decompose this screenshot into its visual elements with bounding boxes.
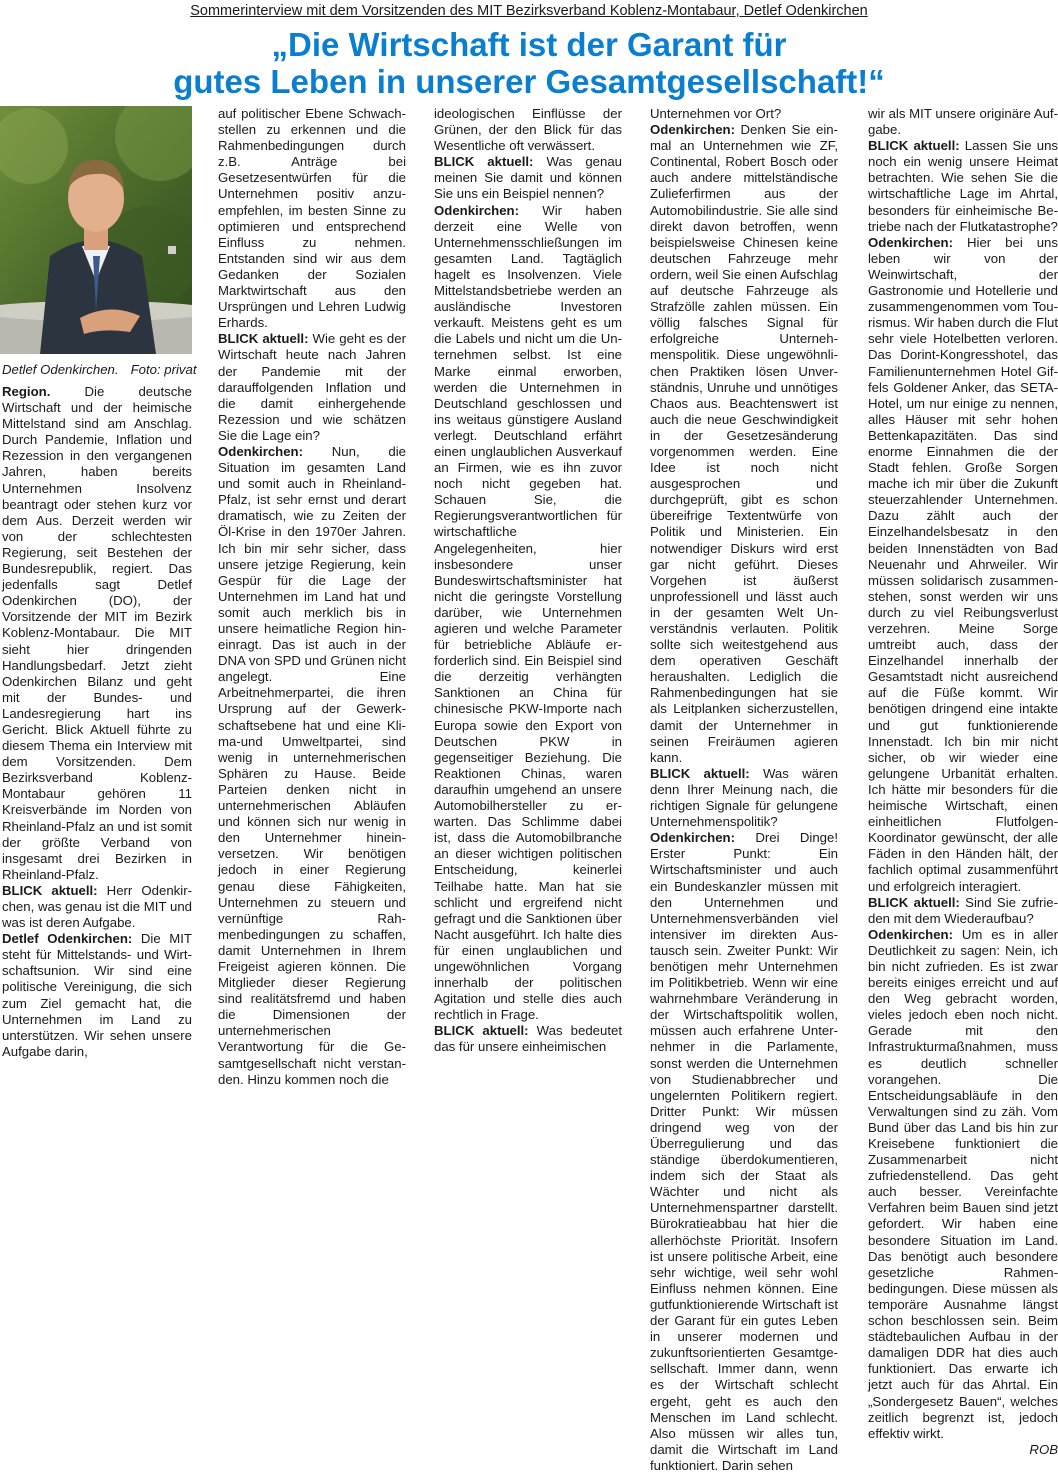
- paragraph: [434, 203, 622, 1024]
- text-column-1: [2, 384, 192, 1060]
- paragraph: [434, 106, 622, 154]
- paragraph-text: Was genau meinen Sie damit und können Sie uns ein Beispiel nennen?: [434, 154, 622, 202]
- paragraph: [650, 766, 838, 830]
- paragraph-text: Denken Sie einmal an Unternehmen wie ZF, Continental, Robert Bosch oder auch andere mittelständische Zulieferfirmen aus der Automobilindustrie. Sie alle sind direkt davon betroffen, wenn beispielsweise Chinesen keine deutschen Fahrzeuge mehr ordern, weil Sie einen Aufschlag auf deutsche Fahrzeuge als Strafzölle zahlen müssen. Ein völlig falsches Signal für erfolgreiche Unternehmenspolitik. Diese ungewöhnlichen Praktiken lösen Unverständnis, Unruhe und unnötiges Chaos aus. Beachtenswert ist auch die neue Geschwindigkeit in der Gesetzesänderung vorgenommen werden. Eine Idee ist noch nicht ausgesprochen und durchgeprüft, gibt es schon übereifrige Textentwürfe von Politik und Ministerien. Ein notwendiger Diskurs wird erst gar nicht geführt. Dieses Vorgehen ist äußerst unprofessionell und lässt auch in der gesamten Welt Unverständnis verlauten. Politik sollte sich weitestgehend aus dem operativen Geschäft heraushalten. Lediglich die Rahmenbedingungen hat sie als Leitplanken sicherzustellen, damit der Unternehmer in seinen Freiräumen agieren kann.: [650, 122, 838, 765]
- headline-line-2: gutes Leben in unserer Gesamtgesellschaft!“: [173, 63, 885, 100]
- speaker-label: BLICK aktuell:: [868, 894, 960, 910]
- paragraph-text: Sind Sie zufrieden mit dem Wiederaufbau?: [868, 894, 1058, 926]
- paragraph-text: Drei Dinge! Erster Punkt: Ein Wirtschaftsminister und auch ein Bundeskanzler müssen mit den Unternehmen und Unternehmensverbänden viel intensiver im direkten Austausch sein. Zweiter Punkt: Wir benötigen mehr Unternehmen im Politikbetrieb. Wenn wir eine wahrnehmbare Veränderung in der Wirtschaftspolitik wollen, müssen auch erfahrene Unternehmer in die Parlamente, sonst werden die Unternehmen von Studienabbrecher und ungelernten Politikern regiert. Dritter Punkt: Wir müssen dringend weg von der Überregulierung und das ständige überdokumentieren, indem sich der Staat als Wächter und nicht als Unternehmenspartner darstellt. Bürokratieabbau hat hier die allerhöchste Priorität. Insofern ist unsere politische Arbeit, eine sehr wichtige, weil sehr wohl Einfluss nehmen können. Eine gutfunktionierende Wirtschaft ist der Garant für ein gutes Leben in unserer modernen und zukunftsorientierten Gesamtgesellschaft. Immer dann, wenn es der Wirtschaft schlecht ergeht, geht es auch den Menschen im Land schlecht. Also müssen wir alles tun, damit die Wirtschaft im Land funktioniert. Darin sehen: [650, 830, 838, 1473]
- portrait-photo: [0, 106, 192, 354]
- paragraph: [868, 927, 1058, 1442]
- paragraph-text: auf politischer Ebene Schwachstellen zu erkennen und die Rahmenbedingungen durch z.B. Anträge bei Gesetzesentwürfen für die Unternehmen positiv anzuempfehlen, im besten Sinne zu optimieren und entsprechend Einfluss zu nehmen. Entstanden sind wir aus dem Gedanken der Sozialen Marktwirtschaft aus den Ursprüngen und Lehren Ludwig Erhards.: [218, 106, 406, 331]
- paragraph-text: Unternehmen vor Ort?: [650, 106, 782, 121]
- paragraph: [650, 122, 838, 766]
- paragraph-text: Nun, die Situation im gesamten Land und somit auch in Rheinland-Pfalz, ist sehr ernst und derart dramatisch, wie zu Zeiten der Öl-Krise in den 1970er Jahren. Ich bin mir sehr sicher, dass unsere jetzige Regierung, kein Gespür für die Lage der Unternehmen im Land hat und somit auch merklich bis in unsere heimatliche Region hineinragt. Das ist auch in der DNA von SPD und Grünen nicht angelegt. Eine Arbeitnehmerpartei, die ihren Ursprung auf der Gewerkschaftsebene hat und eine Klima-und Umweltpartei, sind wenig in unternehmerischen Sphären zu Hause. Beide Parteien denken nicht in unternehmerischen Abläufen und können sich nur wenig in den Unternehmer hineinversetzen. Wir benötigen jedoch in einer Regierung genau diese Fähigkeiten, Unternehmen zu steuern und vernünftige Rahmenbedingungen zu schaffen, damit Unternehmen in Ihrem Freigeist agieren können. Die Mitglieder dieser Regierung sind realitätsfremd und haben die Dimensionen der unternehmerischen Verantwortung für die Gesamtgesellschaft nicht verstanden. Hinzu kommen noch die: [218, 443, 406, 1087]
- text-column-5: [868, 106, 1058, 1458]
- paragraph-text: Was wären denn Ihrer Meinung nach, die richtigen Signale für gelungene Unternehmenspolitik?: [650, 765, 838, 830]
- paragraph-text: Die deutsche Wirtschaft und der heimische Mittelstand sind am Anschlag. Durch Pandemie, Inflation und Rezession in den vergangenen Jahren, haben bereits Unternehmen Insolvenz beantragt oder stehen kurz vor dem Aus. Derzeit werden wir von der schlechtesten Regierung, seit Bestehen der Bundesrepublik, regiert. Das jedenfalls sagt Detlef Odenkirchen (DO), der Vorsitzende der MIT im Bezirk Koblenz-Montabaur. Die MIT sieht hier dringenden Handlungsbedarf. Jetzt zieht Odenkirchen Bilanz und geht mit der Bundes- und Landesregierung hart ins Gericht. Blick Aktuell führte zu diesem Thema ein Interview mit dem Vorsitzenden. Dem Bezirksverband Koblenz-Montabaur gehören 11 Kreisverbände im Norden von Rheinland-Pfalz an und ist somit der größte Verband von insgesamt drei Bezirken in Rheinland-Pfalz.: [2, 384, 192, 882]
- article-kicker: [0, 2, 1058, 20]
- paragraph-text: Wir haben derzeit eine Welle von Unternehmensschließungen im gesamten Land. Tagtäglich hagelt es Insolvenzen. Viele Mittelstandsbetriebe werden an ausländische Investoren verkauft. Meistens geht es um die Labels und nicht um die Unternehmen selbst. Ist eine Marke einmal erworben, werden die Unternehmen in Deutschland geschlossen und ins weitaus günstigere Ausland verlegt. Deutschland erfährt einen unglaublichen Ausverkauf an Firmen, wie es ihn zuvor noch nicht gegeben hat. Schauen Sie, die Regierungsverantwortlichen für wirtschaftliche Angelegenheiten, hier insbesondere unser Bundeswirtschaftsminister hat nicht die geringste Vorstellung darüber, wie Unternehmen agieren und welche Parameter für betriebliche Abläufe erforderlich sind. Ein Beispiel sind die derzeitig verhängten Sanktionen an China für chinesische PKW-Importe nach Europa sowie den Export von Deutschen PKW in gegenseitiger Beziehung. Die Reaktionen Chinas, waren daraufhin umgehend an unsere Automobilhersteller zu erwarten. Das Schlimme dabei ist, dass die Automobilbranche an dieser wichtigen politischen Entscheidung, keinerlei Teilhabe hatte. Man hat sie schlicht und ergreifend nicht gefragt und die Sanktionen über Nacht ausgeführt. Ich halte dies für einen unglaublichen und ungewöhnlichen Vorgang innerhalb der politischen Agitation und stelle dies auch rechtlich in Frage.: [434, 202, 622, 1023]
- paragraph: [218, 444, 406, 1088]
- portrait-image: [0, 106, 192, 354]
- paragraph-text: Wie geht es der Wirtschaft heute nach Jahren der Pandemie mit der darauffolgenden Inflation und die damit einhergehende Rezession und wie schätzen Sie die Lage ein?: [218, 331, 406, 443]
- paragraph: [434, 1023, 622, 1055]
- text-column-2: [218, 106, 406, 1088]
- speaker-label: BLICK aktuell:: [434, 1023, 529, 1039]
- paragraph: [650, 830, 838, 1474]
- speaker-label: Odenkirchen:: [218, 443, 304, 459]
- paragraph-text: Die MIT steht für Mittelstands- und Wirtschaftsunion. Wir sind eine politische Vereinigung, die sich zum Ziel gemacht hat, die Unternehmen im Land zu unterstützen. Wir sehen unsere Aufgabe darin,: [2, 931, 192, 1059]
- paragraph: [868, 138, 1058, 235]
- speaker-label: Odenkirchen:: [650, 830, 736, 846]
- paragraph-text: Hier bei uns leben wir von der Weinwirtschaft, der Gastronomie und Hotellerie und zusammengenommen vom Tourismus. Wir haben durch die Flut sehr viele Hotelbetten verloren. Das Dorint-Kongresshotel, das Familienunternehmen Hotel Giffels Goldener Anker, das SETA-Hotel, um nur einige zu nennen, alles Häuser mit sehr hohen Bettenkapazitäten. Das sind enorme Einnahmen die der Stadt fehlen. Große Sorgen mache ich mir über die Zukunft steuerzahlender Unternehmen. Dazu zählt auch der Einzelhandelsbesatz in den beiden Innenstädten von Bad Neuenahr und Ahrweiler. Wir müssen solidarisch zusammenstehen, sonst werden wir uns durch zu viel Reibungsverlust verzehren. Meine Sorge umtreibt auch, dass der Einzelhandel innerhalb der Gesamtstadt nicht ausreichend auf die Füße kommt. Wir benötigen dringend eine intakte und gut funktionierende Innenstadt. Ich bin mir nicht sicher, ob wir wieder eine gelungene Urbanität erhalten. Ich hätte mir besonders für die heimische Wirtschaft, einen einheitlichen Flutfolgen-Koordinator gewünscht, der alle Fäden in den Händen hält, der fachlich optimal zusammenführt und erfolgreich interagiert.: [868, 234, 1058, 894]
- speaker-label: BLICK aktuell:: [868, 138, 960, 154]
- headline-line-1: „Die Wirtschaft ist der Garant für: [271, 26, 787, 63]
- paragraph-text: Herr Odenkirchen, was genau ist die MIT und was ist deren Aufgabe.: [2, 882, 192, 931]
- text-column-4: [650, 106, 838, 1474]
- paragraph: [650, 106, 838, 122]
- paragraph: [868, 895, 1058, 927]
- paragraph: [868, 235, 1058, 895]
- paragraph: [218, 106, 406, 331]
- paragraph: [218, 331, 406, 444]
- paragraph: [434, 154, 622, 202]
- speaker-label: BLICK aktuell:: [218, 331, 309, 347]
- speaker-label: Detlef Odenkirchen:: [2, 931, 133, 947]
- speaker-label: Odenkirchen:: [434, 202, 520, 218]
- paragraph-text: Was bedeutet das für unsere einheimischen: [434, 1023, 623, 1055]
- paragraph-text: wir als MIT unsere originäre Aufgabe.: [868, 106, 1058, 138]
- paragraph: [868, 106, 1058, 138]
- paragraph: [2, 883, 192, 931]
- article-headline: [0, 26, 1058, 100]
- paragraph: [2, 384, 192, 883]
- author-signature: ROB: [1029, 1441, 1058, 1457]
- photo-caption: [2, 362, 197, 378]
- text-column-3: [434, 106, 622, 1056]
- paragraph: [2, 931, 192, 1060]
- kicker-text: Sommerinterview mit dem Vorsitzenden des MIT Bezirksverband Koblenz-Montabaur, Detlef Odenkirchen: [190, 3, 868, 19]
- speaker-label: Odenkirchen:: [868, 234, 954, 250]
- speaker-label: BLICK aktuell:: [434, 154, 534, 170]
- speaker-label: Odenkirchen:: [650, 122, 736, 138]
- speaker-label: Odenkirchen:: [868, 926, 954, 942]
- speaker-label: BLICK aktuell:: [2, 882, 98, 898]
- caption-text: Detlef Odenkirchen.: [2, 362, 119, 377]
- paragraph-text: ideologischen Einflüsse der Grünen, der den Blick für das Wesentliche oft verwässert.: [434, 106, 622, 154]
- speaker-label: BLICK aktuell:: [650, 765, 750, 781]
- paragraph-text: Lassen Sie uns noch ein wenig unsere Heimat betrachten. Wie sehen Sie die wirtschaftliche Lage im Ahrtal, besonders für einheimische Betriebe nach der Flutkatastrophe?: [868, 138, 1058, 234]
- speaker-label: Region.: [2, 384, 51, 399]
- paragraph-text: Um es in aller Deutlichkeit zu sagen: Nein, ich bin nicht zufrieden. Es ist zwar bereits einiges erreicht und auf den Weg gebracht worden, vieles jedoch eben noch nicht. Gerade mit den Infrastrukturmaßnahmen, muss es deutlich schneller vorangehen. Die Entscheidungsabläufe in den Verwaltungen sind zu zäh. Vom Bund über das Land bis hin zur Kreisebene funktioniert die Zusammenarbeit nicht zufriedenstellend. Das geht auch besser. Vereinfachte Verfahren beim Bauen sind jetzt gefordert. Wir haben eine besondere Situation im Land. Das benötigt auch besondere gesetzliche Rahmenbedingungen. Diese müssen als temporäre Ausnahme längst schon beschlossen sein. Beim städtebaulichen Aufbau in der damaligen DDR hat dies auch funktioniert. Das erwarte ich jetzt auch für das Ahrtal. Ein „Sondergesetz Bauen“, welches zeitlich begrenzt ist, jedoch effektiv wirkt.: [868, 926, 1058, 1441]
- photo-credit: Foto: privat: [130, 362, 197, 377]
